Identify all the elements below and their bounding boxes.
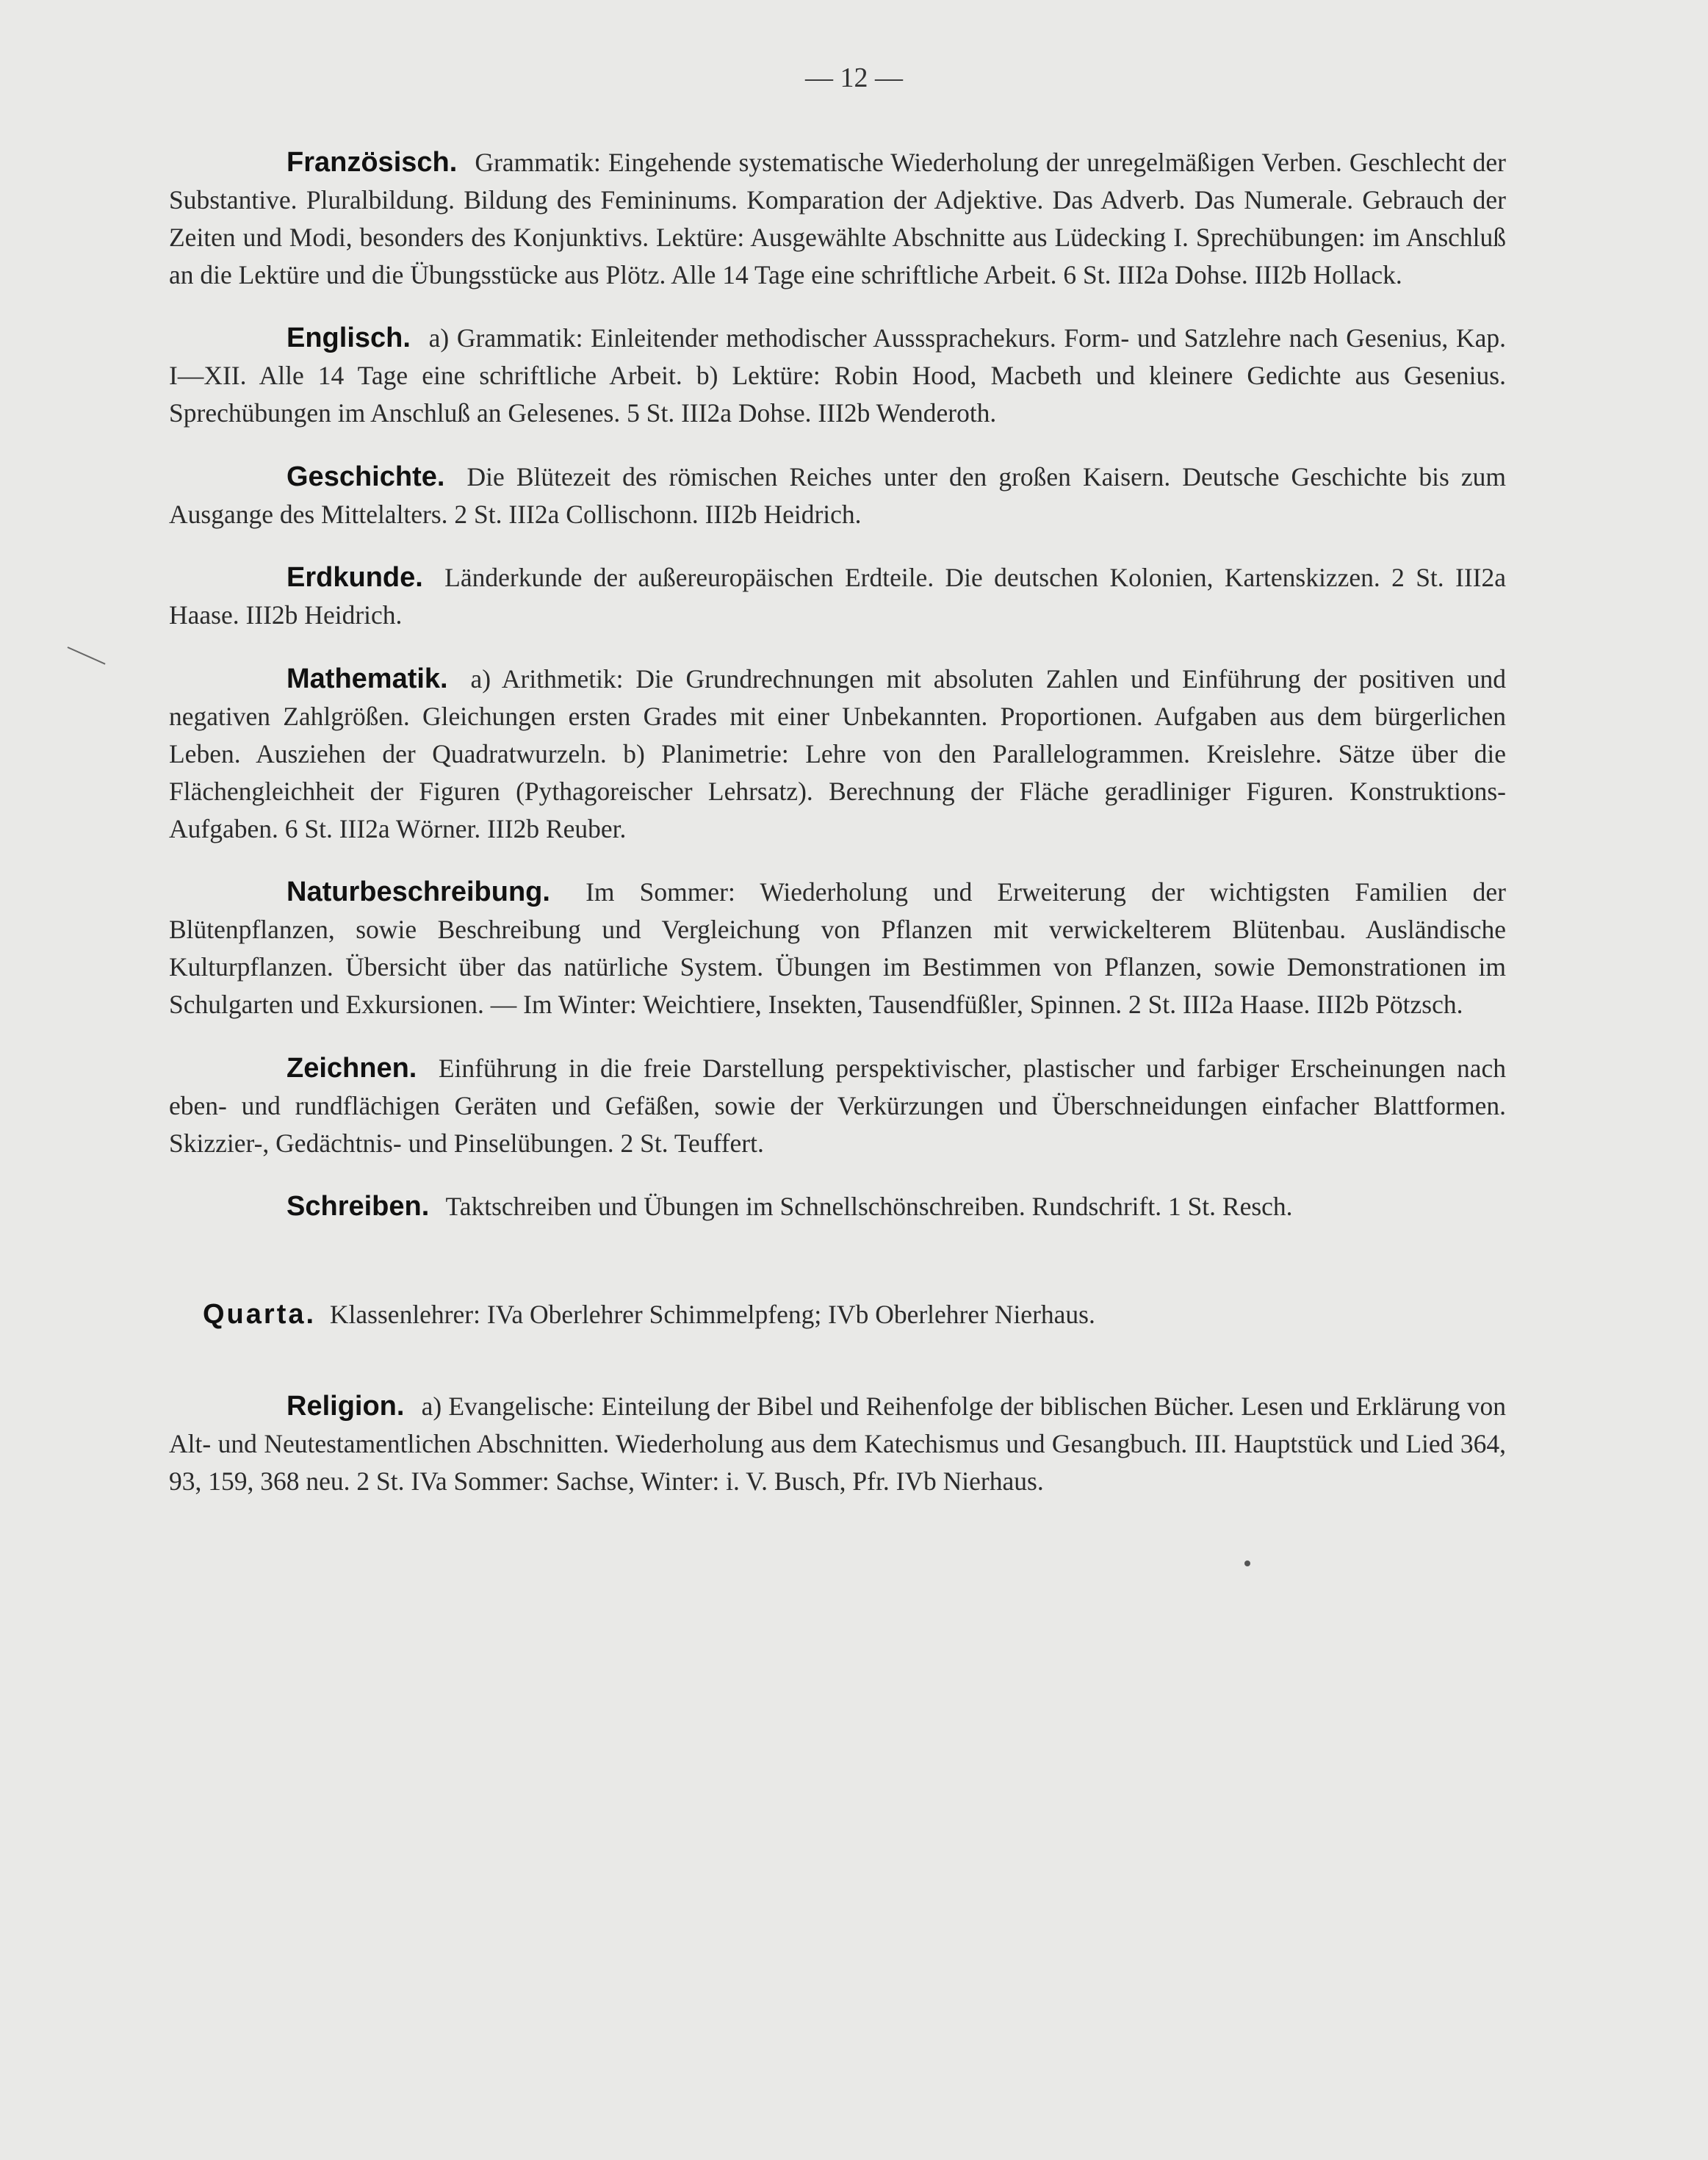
section-heading: Geschichte. <box>287 461 445 492</box>
section-heading: Englisch. <box>287 323 411 353</box>
class-teachers: Klassenlehrer: IVa Oberlehrer Schimmelpfeng; IVb Oberlehrer Nierhaus. <box>329 1300 1095 1329</box>
page-number: — 12 — <box>805 62 903 93</box>
section-heading: Mathematik. <box>287 663 448 694</box>
page-body <box>169 118 1506 1518</box>
section-text: Grammatik: Eingehende systematische Wiederholung der unregelmäßigen Verben. Geschlecht der Substantive. Pluralbildung. Bildung des Femininums. Komparation der Adjektive. Das Adverb. Das Numerale. Gebrauch der Zeiten und Modi, besonders des Konjunktivs. Lektüre: Ausgewählte Abschnitte aus Lüdecking I. Sprechübungen: im Anschluß an die Lektüre und die Übungsstücke aus Plötz. Alle 14 Tage eine schriftliche Arbeit. 6 St. III2a Dohse. III2b Hollack. <box>169 147 1507 289</box>
section-heading: Französisch. <box>287 146 458 178</box>
section-text: Im Sommer: Wiederholung und Erweiterung der wichtigsten Familien der Blütenpflanzen, sowie Beschreibung und Vergleichung von Pflanzen mit verwickelterem Blütenbau. Ausländische Kulturpflanzen. Übersicht über das natürliche System. Übungen im Bestimmen von Pflanzen, sowie Demonstrationen im Schulgarten und Exkursionen. — Im Winter: Weichtiere, Insekten, Tausendfüßler, Spinnen. 2 St. III2a Haase. III2b Pötzsch. <box>169 877 1507 1019</box>
section-naturbeschreibung <box>169 874 1506 1023</box>
section-heading: Zeichnen. <box>287 1052 417 1084</box>
section-heading: Erdkunde. <box>287 562 423 593</box>
section-erdkunde <box>169 559 1506 634</box>
section-franzoesisch <box>169 144 1506 294</box>
class-header-quarta <box>169 1296 1506 1333</box>
section-schreiben <box>169 1188 1506 1225</box>
section-heading: Naturbeschreibung. <box>287 876 550 907</box>
section-text: Länderkunde der außereuropäischen Erdteile. Die deutschen Kolonien, Kartenskizzen. 2 St. III2a Haase. III2b Heidrich. <box>169 563 1506 630</box>
section-text: Einführung in die freie Darstellung perspektivischer, plastischer und farbiger Erscheinungen nach eben- und rundflächigen Geräten und Gefäßen, sowie der Verkürzungen und Überschneidungen einfacher Blattformen. Skizzier-, Gedächtnis- und Pinselübungen. 2 St. Teuffert. <box>169 1053 1507 1158</box>
section-text: a) Evangelische: Einteilung der Bibel und Reihenfolge der biblischen Bücher. Lesen und Erklärung von Alt- und Neutestamentlichen Abschnitten. Wiederholung aus dem Katechismus und Gesangbuch. III. Hauptstück und Lied 364, 93, 159, 368 neu. 2 St. IVa Sommer: Sachse, Winter: i. V. Busch, Pfr. IVb Nierhaus. <box>169 1392 1506 1496</box>
section-heading: Religion. <box>287 1391 405 1422</box>
margin-pencil-mark <box>68 647 106 665</box>
ink-dot <box>1244 1560 1250 1566</box>
section-text: Die Blütezeit des römischen Reiches unter den großen Kaisern. Deutsche Geschichte bis zum Ausgange des Mittelalters. 2 St. III2a Collischonn. III2b Heidrich. <box>169 461 1506 529</box>
section-geschichte <box>169 458 1506 533</box>
section-text: Taktschreiben und Übungen im Schnellschönschreiben. Rundschrift. 1 St. Resch. <box>445 1192 1293 1221</box>
section-text: a) Arithmetik: Die Grundrechnungen mit absoluten Zahlen und Einführung der positiven und negativen Zahlgrößen. Gleichungen ersten Grades mit einer Unbekannten. Proportionen. Aufgaben aus dem bürgerlichen Leben. Ausziehen der Quadratwurzeln. b) Planimetrie: Lehre von den Parallelogrammen. Kreislehre. Sätze über die Flächengleichheit der Figuren (Pythagoreischer Lehrsatz). Berechnung der Fläche geradliniger Figuren. Konstruktions-Aufgaben. 6 St. III2a Wörner. III2b Reuber. <box>169 663 1506 843</box>
section-text: a) Grammatik: Einleitender methodischer Ausssprachekurs. Form- und Satzlehre nach Gesenius, Kap. I—XII. Alle 14 Tage eine schriftliche Arbeit. b) Lektüre: Robin Hood, Macbeth und kleinere Gedichte aus Gesenius. Sprechübungen im Anschluß an Gelesenes. 5 St. III2a Dohse. III2b Wenderoth. <box>169 323 1507 428</box>
section-religion <box>169 1388 1506 1500</box>
section-mathematik <box>169 660 1506 848</box>
class-heading: Quarta. <box>203 1299 317 1330</box>
section-englisch <box>169 320 1506 432</box>
section-zeichnen <box>169 1050 1506 1162</box>
section-heading: Schreiben. <box>287 1191 430 1222</box>
